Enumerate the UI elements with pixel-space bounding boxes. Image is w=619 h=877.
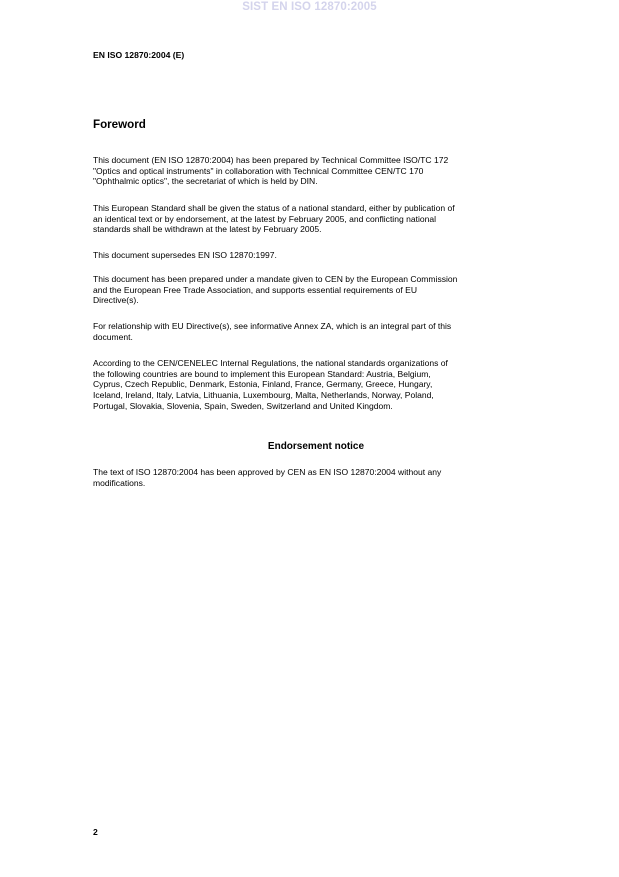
text-line: For relationship with EU Directive(s), see informative Annex ZA, which is an integral part of this bbox=[93, 321, 452, 331]
foreword-paragraph-4 bbox=[93, 274, 553, 306]
text-line: Directive(s). bbox=[93, 295, 139, 306]
endorsement-paragraph bbox=[93, 467, 553, 488]
foreword-paragraph-3 bbox=[93, 250, 553, 261]
foreword-paragraph-1 bbox=[93, 155, 553, 187]
foreword-paragraph-5 bbox=[93, 321, 553, 342]
endorsement-notice-heading: Endorsement notice bbox=[267, 441, 365, 452]
text-line: This document supersedes EN ISO 12870:1997. bbox=[93, 250, 277, 260]
watermark: SIST EN ISO 12870:2005 bbox=[242, 1, 377, 13]
page-number: 2 bbox=[93, 827, 98, 837]
text-line: The text of ISO 12870:2004 has been approved by CEN as EN ISO 12870:2004 without any bbox=[93, 467, 442, 477]
document-reference-header: EN ISO 12870:2004 (E) bbox=[93, 50, 185, 60]
text-line: This European Standard shall be given the status of a national standard, either by publication of bbox=[93, 203, 455, 213]
text-line: According to the CEN/CENELEC Internal Regulations, the national standards organizations of bbox=[93, 358, 448, 368]
text-line: "Optics and optical instruments" in collaboration with Technical Committee CEN/TC 170 bbox=[93, 165, 424, 176]
text-line: This document (EN ISO 12870:2004) has been prepared by Technical Committee ISO/TC 172 bbox=[93, 155, 449, 165]
text-line: the following countries are bound to implement this European Standard: Austria, Belgium, bbox=[93, 368, 431, 379]
text-line: modifications. bbox=[93, 477, 146, 488]
text-line: Portugal, Slovakia, Slovenia, Spain, Sweden, Switzerland and United Kingdom. bbox=[93, 400, 393, 411]
text-line: document. bbox=[93, 331, 133, 342]
text-line: This document has been prepared under a mandate given to CEN by the European Commission bbox=[93, 274, 458, 284]
text-line: an identical text or by endorsement, at the latest by February 2005, and conflicting national bbox=[93, 213, 437, 224]
text-line: "Ophthalmic optics", the secretariat of which is held by DIN. bbox=[93, 176, 318, 187]
text-line: standards shall be withdrawn at the latest by February 2005. bbox=[93, 224, 322, 235]
text-line: Iceland, Ireland, Italy, Latvia, Lithuania, Luxembourg, Malta, Netherlands, Norway, Poland, bbox=[93, 390, 434, 401]
text-line: and the European Free Trade Association, and supports essential requirements of EU bbox=[93, 284, 418, 295]
foreword-heading: Foreword bbox=[93, 118, 146, 131]
foreword-paragraph-6 bbox=[93, 358, 553, 412]
foreword-paragraph-2 bbox=[93, 203, 553, 235]
text-line: Cyprus, Czech Republic, Denmark, Estonia, Finland, France, Germany, Greece, Hungary, bbox=[93, 379, 433, 390]
